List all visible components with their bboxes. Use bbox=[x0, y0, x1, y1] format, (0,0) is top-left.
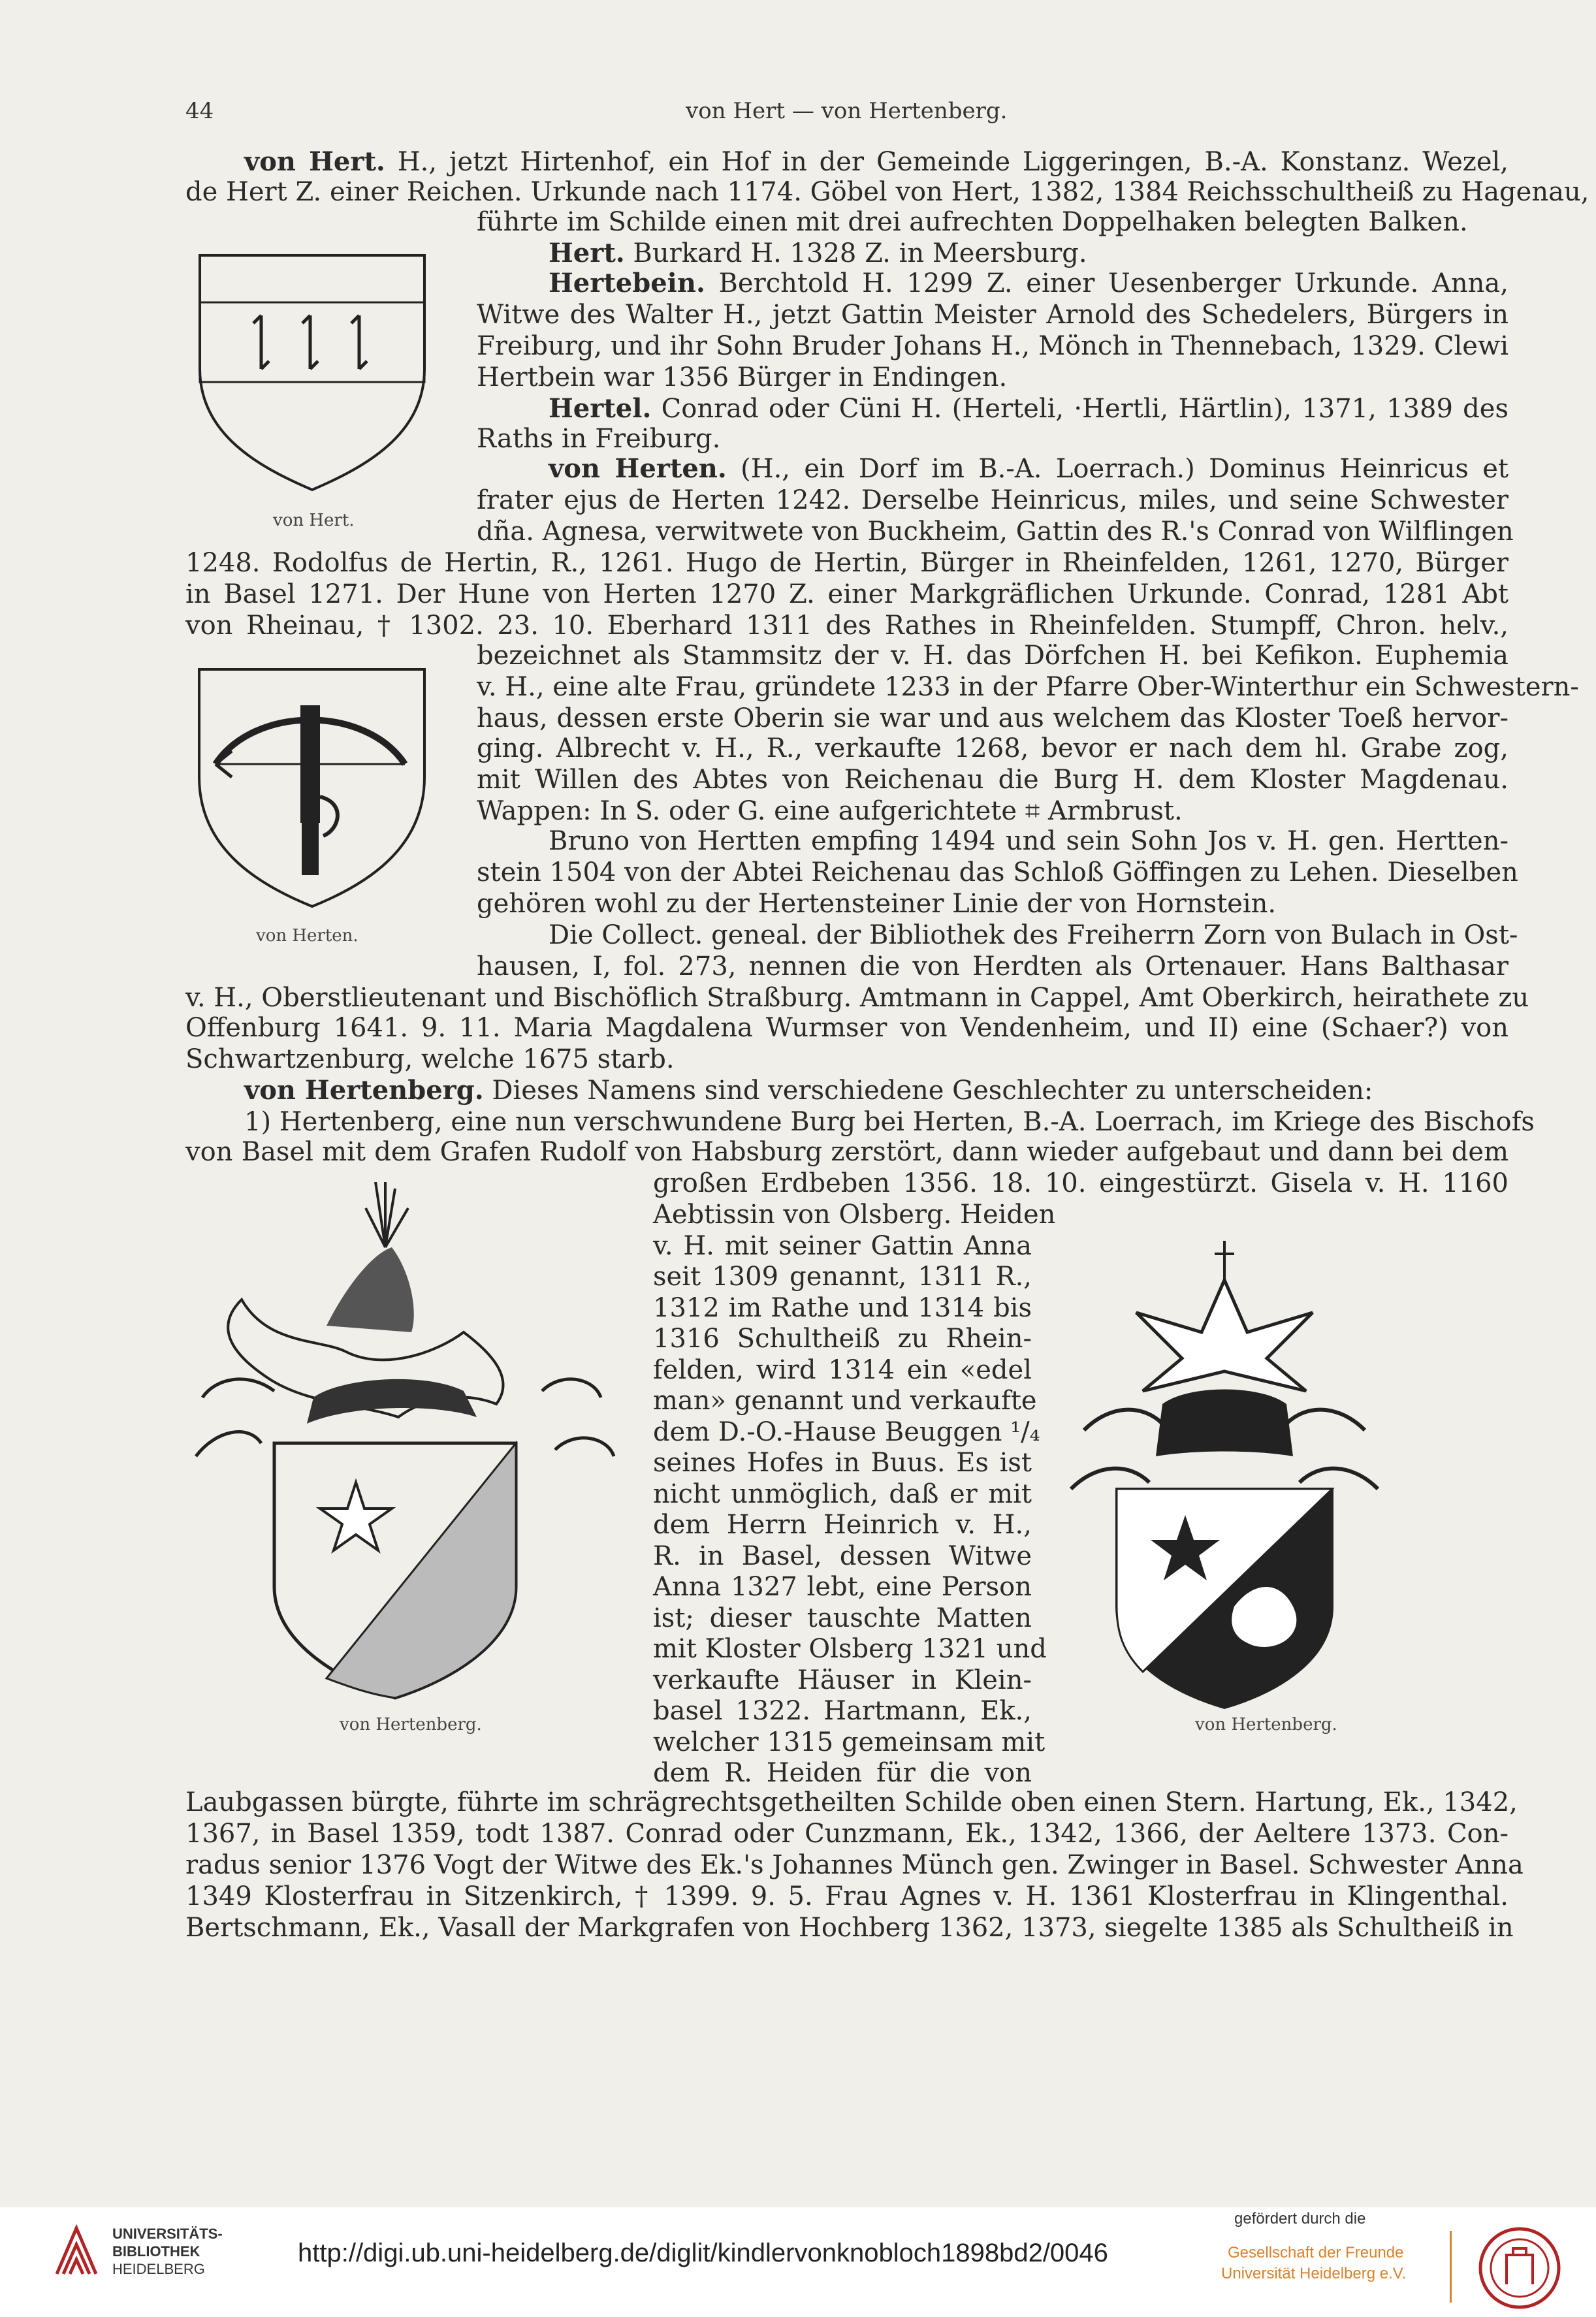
entry-text: Berchtold H. 1299 Z. einer Uesenberger Urkunde. Anna, bbox=[705, 268, 1508, 298]
text-line: 1312 im Rathe und 1314 bis bbox=[653, 1292, 1032, 1323]
text-line: dem Herrn Heinrich v. H., bbox=[653, 1510, 1032, 1540]
text-line: 1349 Klosterfrau in Sitzenkirch, † 1399. 9. 5. Frau Agnes v. H. 1361 Klosterfrau in Klingenthal. bbox=[185, 1881, 1508, 1911]
text-line bbox=[549, 453, 1508, 485]
text-line: gehören wohl zu der Hertensteiner Linie der von Hornstein. bbox=[477, 889, 1277, 919]
text-line: seit 1309 genannt, 1311 R., bbox=[653, 1262, 1032, 1292]
text-line: frater ejus de Herten 1242. Derselbe Heinricus, miles, und seine Schwester bbox=[477, 485, 1508, 515]
coat-of-arms-hert bbox=[196, 251, 431, 496]
text-line: ist; dieser tauschte Matten bbox=[653, 1603, 1032, 1633]
entry-heading: von Herten. bbox=[549, 453, 727, 484]
text-line: führte im Schilde einen mit drei aufrechten Doppelhaken belegten Balken. bbox=[477, 207, 1468, 237]
caption-herten: von Herten. bbox=[256, 926, 359, 946]
entry-heading: Hertebein. bbox=[549, 268, 705, 298]
library-name-line3: HEIDELBERG bbox=[112, 2261, 205, 2277]
text-line: 1316 Schultheiß zu Rhein- bbox=[653, 1324, 1032, 1354]
text-line bbox=[549, 238, 1508, 269]
text-line: Bertschmann, Ek., Vasall der Markgrafen von Hochberg 1362, 1373, siegelte 1385 als Schultheiß in bbox=[185, 1913, 1514, 1943]
footer-bar bbox=[0, 2207, 1596, 2317]
text-line: in Basel 1271. Der Hune von Herten 1270 Z. einer Markgräflichen Urkunde. Conrad, 1281 Abt bbox=[185, 579, 1508, 609]
entry-text: H., jetzt Hirtenhof, ein Hof in der Gemeinde Liggeringen, B.-A. Konstanz. Wezel, bbox=[385, 147, 1509, 177]
text-line: basel 1322. Hartmann, Ek., bbox=[653, 1696, 1032, 1726]
coat-of-arms-herten bbox=[196, 666, 428, 911]
text-line bbox=[244, 1075, 1373, 1106]
permalink-url[interactable]: http://digi.ub.uni-heidelberg.de/diglit/kindlervonknobloch1898bd2/0046 bbox=[298, 2239, 1108, 2267]
caption-hertenberg-left: von Hertenberg. bbox=[340, 1715, 482, 1734]
library-logo-icon bbox=[54, 2222, 99, 2279]
text-line bbox=[549, 268, 1508, 299]
society-name-line1: Gesellschaft der Freunde bbox=[1228, 2244, 1404, 2261]
footer-divider bbox=[1450, 2231, 1452, 2303]
caption-hert: von Hert. bbox=[273, 511, 355, 530]
text-line: Die Collect. geneal. der Bibliothek des Freiherrn Zorn von Bulach in Ost- bbox=[549, 920, 1518, 950]
text-line: Aebtissin von Olsberg. Heiden bbox=[653, 1200, 1056, 1230]
text-line: ging. Albrecht v. H., R., verkaufte 1268, bevor er nach dem hl. Grabe zog, bbox=[477, 733, 1508, 763]
entry-heading: von Hert. bbox=[244, 146, 385, 177]
caption-hertenberg-right: von Hertenberg. bbox=[1195, 1715, 1337, 1734]
text-line: Anna 1327 lebt, eine Person bbox=[653, 1572, 1032, 1602]
university-seal-icon bbox=[1477, 2226, 1562, 2310]
coat-of-arms-hertenberg-left bbox=[189, 1182, 620, 1704]
text-line: Bruno von Hertten empfing 1494 und sein Sohn Jos v. H. gen. Hertten- bbox=[549, 826, 1508, 856]
text-line: felden, wird 1314 ein «edel bbox=[653, 1354, 1032, 1385]
running-head: von Hert — von Hertenberg. bbox=[686, 98, 1008, 124]
text-line: v. H., Oberstlieutenant und Bischöflich Straßburg. Amtmann in Cappel, Amt Oberkirch, heirathete zu bbox=[185, 983, 1529, 1013]
library-name-line1: UNIVERSITÄTS- bbox=[112, 2226, 223, 2242]
text-line: dña. Agnesa, verwitwete von Buckheim, Gattin des R.'s Conrad von Wilflingen bbox=[477, 517, 1514, 547]
coat-of-arms-hertenberg-right bbox=[1058, 1241, 1391, 1711]
society-name-line2: Universität Heidelberg e.V. bbox=[1221, 2265, 1407, 2282]
text-line: v. H. mit seiner Gattin Anna bbox=[653, 1230, 1032, 1261]
text-line: R. in Basel, dessen Witwe bbox=[653, 1541, 1032, 1571]
text-line: von Basel mit dem Grafen Rudolf von Habsburg zerstört, dann wieder aufgebaut und dann bei dem bbox=[185, 1137, 1508, 1167]
text-line: seines Hofes in Buus. Es ist bbox=[653, 1448, 1032, 1478]
text-line: 1) Hertenberg, eine nun verschwundene Burg bei Herten, B.-A. Loerrach, im Kriege des Bischofs bbox=[244, 1107, 1535, 1137]
page-number: 44 bbox=[185, 98, 214, 124]
text-line: Hertbein war 1356 Bürger in Endingen. bbox=[477, 362, 1008, 392]
text-line: v. H., eine alte Frau, gründete 1233 in der Pfarre Ober-Winterthur ein Schwestern- bbox=[477, 672, 1579, 702]
text-line: Schwartzenburg, welche 1675 starb. bbox=[185, 1044, 675, 1074]
text-line: Offenburg 1641. 9. 11. Maria Magdalena Wurmser von Vendenheim, und II) eine (Schaer?) von bbox=[185, 1013, 1508, 1043]
text-line: radus senior 1376 Vogt der Witwe des Ek.'s Johannes Münch gen. Zwinger in Basel. Schwester Anna bbox=[185, 1850, 1524, 1880]
text-line: Witwe des Walter H., jetzt Gattin Meister Arnold des Schedelers, Bürgers in bbox=[477, 300, 1508, 330]
entry-heading: Hert. bbox=[549, 238, 625, 268]
text-line: dem R. Heiden für die von bbox=[653, 1758, 1032, 1788]
text-line: verkaufte Häuser in Klein- bbox=[653, 1665, 1032, 1695]
library-name-line2: BIBLIOTHEK bbox=[112, 2243, 200, 2260]
text-line: hausen, I, fol. 273, nennen die von Herdten als Ortenauer. Hans Balthasar bbox=[477, 951, 1508, 982]
text-line: mit Kloster Olsberg 1321 und bbox=[653, 1634, 1047, 1664]
text-line: Raths in Freiburg. bbox=[477, 424, 721, 454]
text-line: Wappen: In S. oder G. eine aufgerichtete ⌗ Armbrust. bbox=[477, 796, 1183, 826]
text-line: 1248. Rodolfus de Hertin, R., 1261. Hugo de Hertin, Bürger in Rheinfelden, 1261, 1270, Bürger bbox=[185, 548, 1508, 578]
text-line bbox=[549, 393, 1508, 424]
text-line: mit Willen des Abtes von Reichenau die Burg H. dem Kloster Magdenau. bbox=[477, 765, 1508, 795]
entry-text: Burkard H. 1328 Z. in Meersburg. bbox=[624, 238, 1087, 268]
text-line: stein 1504 von der Abtei Reichenau das Schloß Göffingen zu Lehen. Dieselben bbox=[477, 857, 1518, 887]
text-line bbox=[244, 146, 1508, 178]
entry-text: Dieses Namens sind verschiedene Geschlechter zu unterscheiden: bbox=[483, 1076, 1373, 1106]
entry-text: Conrad oder Cüni H. (Herteli, ·Hertli, Härtlin), 1371, 1389 des bbox=[651, 394, 1508, 424]
text-line: nicht unmöglich, daß er mit bbox=[653, 1478, 1032, 1509]
text-line: bezeichnet als Stammsitz der v. H. das Dörfchen H. bei Kefikon. Euphemia bbox=[477, 641, 1508, 671]
funded-by-text: gefördert durch die bbox=[1234, 2210, 1366, 2228]
entry-text: (H., ein Dorf im B.-A. Loerrach.) Dominus Heinricus et bbox=[726, 454, 1508, 484]
text-line: dem D.-O.-Hause Beuggen ¹/₄ bbox=[653, 1416, 1040, 1447]
text-line: Freiburg, und ihr Sohn Bruder Johans H., Mönch in Thennebach, 1329. Clewi bbox=[477, 331, 1508, 361]
text-line: haus, dessen erste Oberin sie war und aus welchem das Kloster Toeß hervor- bbox=[477, 703, 1508, 733]
text-line: de Hert Z. einer Reichen. Urkunde nach 1174. Göbel von Hert, 1382, 1384 Reichsschultheiß zu Hagenau, bbox=[185, 177, 1589, 207]
text-line: 1367, in Basel 1359, todt 1387. Conrad oder Cunzmann, Ek., 1342, 1366, der Aeltere 1373. Con- bbox=[185, 1819, 1508, 1849]
text-line: man» genannt und verkaufte bbox=[653, 1386, 1037, 1416]
text-line: großen Erdbeben 1356. 18. 10. eingestürzt. Gisela v. H. 1160 bbox=[653, 1168, 1508, 1198]
text-line: welcher 1315 gemeinsam mit bbox=[653, 1727, 1045, 1757]
text-line: von Rheinau, † 1302. 23. 10. Eberhard 1311 des Rathes in Rheinfelden. Stumpff, Chron. helv., bbox=[185, 611, 1508, 641]
entry-heading: Hertel. bbox=[549, 393, 652, 424]
entry-heading: von Hertenberg. bbox=[244, 1075, 484, 1106]
text-line: Laubgassen bürgte, führte im schrägrechtsgetheilten Schilde oben einen Stern. Hartung, Ek., 1342, bbox=[185, 1787, 1518, 1817]
